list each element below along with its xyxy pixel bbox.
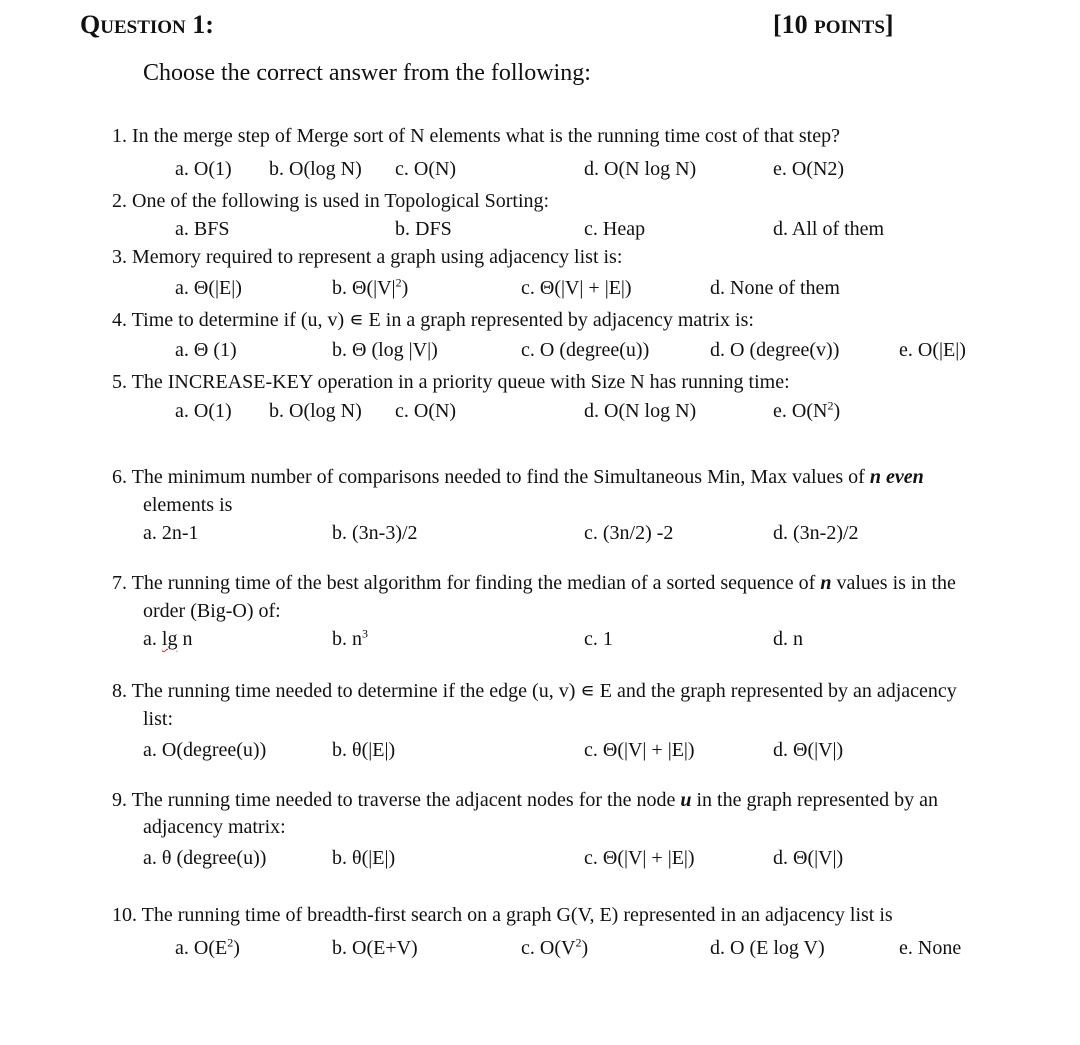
question-8-text: 8. The running time needed to determine if the edge (u, v) ∊ E and the graph represented by an adjacency (112, 680, 957, 702)
q5-option-a: a. O(1) (175, 400, 232, 422)
question-2-text: 2. One of the following is used in Topological Sorting: (112, 190, 550, 212)
question-7-continuation: order (Big-O) of: (143, 600, 281, 622)
q6-option-d: d. (3n-2)/2 (773, 522, 859, 544)
q6-option-b: b. (3n-3)/2 (332, 522, 418, 544)
q5-option-e: e. $O(N^2)$ (773, 398, 841, 422)
question-1-text: 1. In the merge step of Merge sort of N elements what is the running time cost of that step? (112, 125, 840, 147)
q4-option-d: d. O (degree(v)) (710, 339, 840, 361)
question-6-continuation: elements is (143, 494, 233, 516)
points-label: [10 POINTS] (773, 10, 894, 39)
question-10-text: 10. The running time of breadth-first search on a graph G(V, E) represented in an adjacency list is (112, 904, 893, 926)
question-6-text: 6. The minimum number of comparisons needed to find the Simultaneous Min, Max values of n even (112, 466, 924, 488)
q10-option-d: d. O (E log V) (710, 937, 825, 959)
q7-option-a: a. lg n (143, 628, 193, 650)
q1-option-b: b. O(log N) (269, 158, 362, 180)
question-9-continuation: adjacency matrix: (143, 816, 286, 838)
q4-option-b: b. Θ (log |V|) (332, 339, 438, 361)
q1-option-d: d. O(N log N) (584, 158, 697, 180)
question-3-text: 3. Memory required to represent a graph using adjacency list is: (112, 246, 623, 268)
q9-option-d: d. Θ(|V|) (773, 847, 844, 869)
instruction-text: Choose the correct answer from the following: (143, 60, 591, 86)
q9-option-b: b. θ(|E|) (332, 847, 396, 869)
q3-option-b: b. $\Theta(|V|^2)$ (332, 275, 409, 299)
q3-option-d: d. None of them (710, 277, 840, 299)
question-7-text: 7. The running time of the best algorithm for finding the median of a sorted sequence of n values is in the (112, 572, 956, 594)
q8-option-c: c. Θ(|V| + |E|) (584, 739, 695, 761)
q7-option-d: d. n (773, 628, 803, 650)
q9-option-c: c. Θ(|V| + |E|) (584, 847, 695, 869)
q2-option-b: b. DFS (395, 218, 452, 240)
q10-option-b: b. O(E+V) (332, 937, 418, 959)
question-8-continuation: list: (143, 708, 174, 730)
question-4-text: 4. Time to determine if (u, v) ∊ E in a graph represented by adjacency matrix is: (112, 309, 754, 331)
q8-option-a: a. O(degree(u)) (143, 739, 267, 761)
q6-option-a: a. 2n-1 (143, 522, 199, 544)
q7-option-b: b. $n^3$ (332, 626, 368, 650)
q3-option-a: a. Θ(|E|) (175, 277, 242, 299)
question-title: QUESTION 1: (80, 10, 214, 39)
q2-option-d: d. All of them (773, 218, 885, 240)
question-5-text: 5. The INCREASE-KEY operation in a priority queue with Size N has running time: (112, 371, 790, 393)
question-9-text: 9. The running time needed to traverse the adjacent nodes for the node u in the graph represented by an (112, 789, 939, 811)
q1-option-a: a. O(1) (175, 158, 232, 180)
q5-option-d: d. O(N log N) (584, 400, 697, 422)
q5-option-c: c. O(N) (395, 400, 457, 422)
q1-option-e: e. O(N2) (773, 158, 845, 180)
q10-option-a: a. $O(E^2)$ (175, 935, 240, 959)
q5-option-b: b. O(log N) (269, 400, 362, 422)
q10-option-c: c. $O(V^2)$ (521, 935, 589, 959)
q9-option-a: a. θ (degree(u)) (143, 847, 267, 869)
q8-option-b: b. θ(|E|) (332, 739, 396, 761)
q8-option-d: d. Θ(|V|) (773, 739, 844, 761)
q6-option-c: c. (3n/2) -2 (584, 522, 674, 544)
q2-option-c: c. Heap (584, 218, 646, 240)
q3-option-c: c. Θ(|V| + |E|) (521, 277, 632, 299)
q4-option-c: c. O (degree(u)) (521, 339, 650, 361)
q1-option-c: c. O(N) (395, 158, 457, 180)
q7-option-c: c. 1 (584, 628, 613, 650)
q10-option-e: e. None (899, 937, 962, 959)
q4-option-a: a. Θ (1) (175, 339, 237, 361)
q2-option-a: a. BFS (175, 218, 230, 240)
q4-option-e: e. O(|E|) (899, 339, 966, 361)
